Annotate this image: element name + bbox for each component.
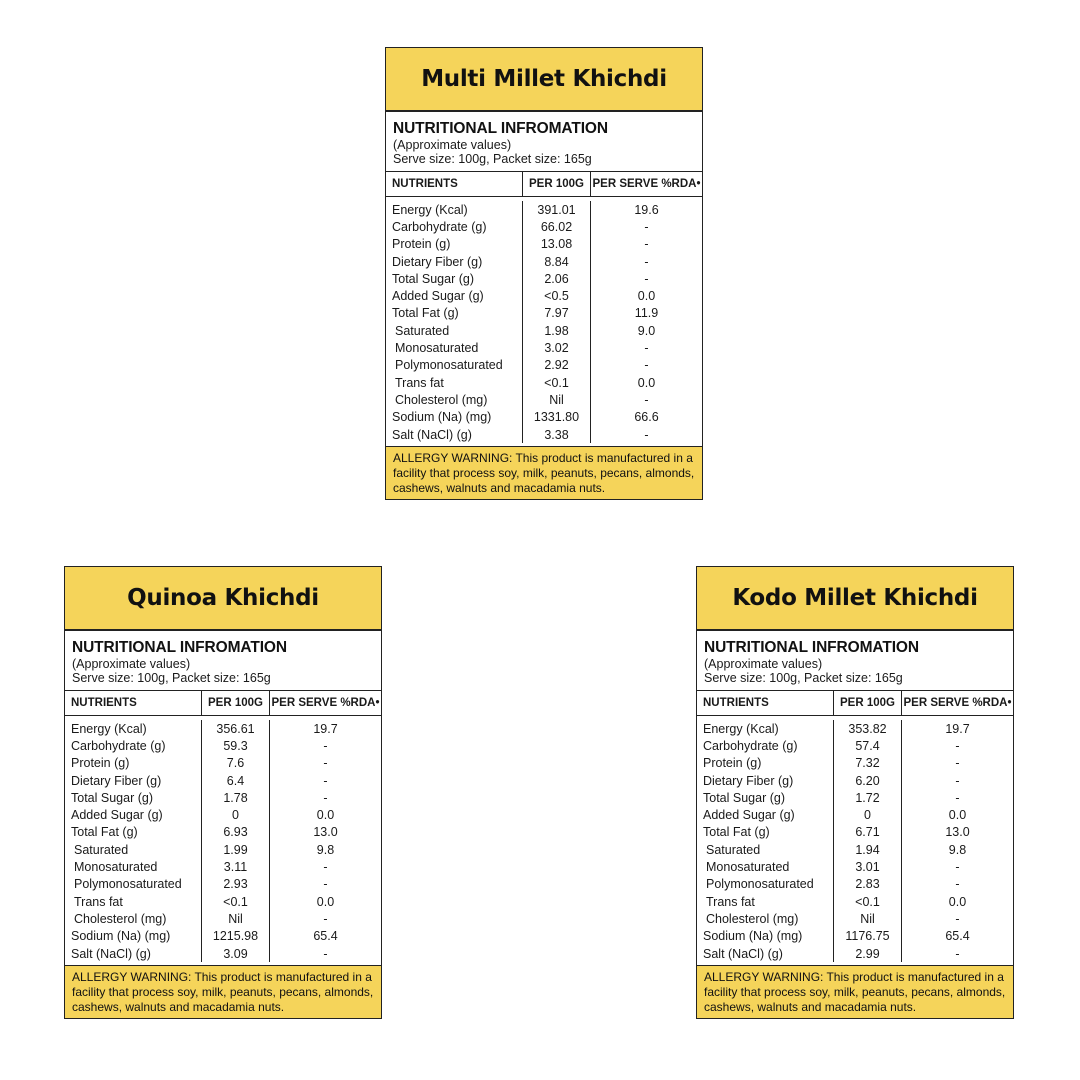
nutrient-name: Protein (g) xyxy=(65,755,202,772)
nutrient-name: Total Fat (g) xyxy=(65,824,202,841)
nutrient-table xyxy=(65,691,381,965)
table-row xyxy=(386,374,702,391)
per-100g-value: 1.78 xyxy=(202,789,270,806)
nutrient-name: Energy (Kcal) xyxy=(386,201,523,218)
per-100g-value: 8.84 xyxy=(523,253,591,270)
per-serve-rda-value: - xyxy=(644,219,649,234)
per-100g-value: 353.82 xyxy=(834,720,902,737)
table-row xyxy=(386,322,702,339)
table-row xyxy=(386,270,702,287)
per-serve-rda-value: - xyxy=(955,911,960,926)
header-per-serve-rda: PER SERVE %RDA• xyxy=(592,178,701,190)
per-100g-value: 3.38 xyxy=(523,426,591,443)
nutrient-name: Trans fat xyxy=(697,893,834,910)
nutrient-name: Total Sugar (g) xyxy=(386,270,523,287)
table-row xyxy=(697,910,1013,927)
per-100g-value: 2.93 xyxy=(202,876,270,893)
per-100g-value: 391.01 xyxy=(523,201,591,218)
per-serve-rda-value: - xyxy=(323,946,328,961)
info-title: NUTRITIONAL INFROMATION xyxy=(393,120,608,137)
nutrient-name: Polymonosaturated xyxy=(65,876,202,893)
per-serve-rda-value: 19.7 xyxy=(313,721,338,736)
table-row xyxy=(386,287,702,304)
table-row xyxy=(697,876,1013,893)
per-100g-value: 3.01 xyxy=(834,858,902,875)
per-serve-rda-value: 9.0 xyxy=(637,323,656,338)
nutrient-name: Salt (NaCl) (g) xyxy=(386,426,523,443)
header-nutrients: NUTRIENTS xyxy=(697,691,834,715)
per-100g-value: 3.11 xyxy=(202,858,270,875)
table-row xyxy=(386,426,702,443)
per-100g-value: 6.4 xyxy=(202,772,270,789)
nutrient-name: Total Fat (g) xyxy=(386,305,523,322)
table-row xyxy=(386,339,702,356)
per-100g-value: <0.1 xyxy=(523,374,591,391)
header-per-100g: PER 100G xyxy=(834,691,902,715)
per-100g-value: 0 xyxy=(202,806,270,823)
per-100g-value: <0.5 xyxy=(523,287,591,304)
info-approx: (Approximate values) xyxy=(704,657,823,671)
table-header xyxy=(65,691,381,716)
per-100g-value: 3.02 xyxy=(523,339,591,356)
per-100g-value: 1.94 xyxy=(834,841,902,858)
per-serve-rda-value: - xyxy=(323,911,328,926)
per-serve-rda-value: - xyxy=(323,790,328,805)
table-body xyxy=(386,197,702,446)
per-100g-value: 2.83 xyxy=(834,876,902,893)
nutrient-name: Trans fat xyxy=(65,893,202,910)
per-serve-rda-value: 65.4 xyxy=(313,929,338,944)
table-row xyxy=(65,806,381,823)
table-row xyxy=(386,391,702,408)
per-100g-value: 13.08 xyxy=(523,236,591,253)
per-100g-value: 7.97 xyxy=(523,305,591,322)
table-header xyxy=(386,172,702,197)
per-100g-value: 1176.75 xyxy=(834,928,902,945)
table-body xyxy=(697,716,1013,965)
info-serve-size: Serve size: 100g, Packet size: 165g xyxy=(704,671,903,685)
table-row xyxy=(386,357,702,374)
nutrient-name: Total Sugar (g) xyxy=(65,789,202,806)
per-serve-rda-value: - xyxy=(955,946,960,961)
nutrient-name: Saturated xyxy=(386,322,523,339)
per-serve-rda-value: - xyxy=(323,738,328,753)
per-serve-rda-value: - xyxy=(644,358,649,373)
per-serve-rda-value: 0.0 xyxy=(948,894,967,909)
product-title: Quinoa Khichdi xyxy=(65,567,381,631)
per-100g-value: 3.09 xyxy=(202,945,270,962)
per-serve-rda-value: - xyxy=(644,427,649,442)
nutrient-name: Total Sugar (g) xyxy=(697,789,834,806)
table-row xyxy=(697,893,1013,910)
nutrient-name: Protein (g) xyxy=(386,236,523,253)
per-100g-value: Nil xyxy=(202,910,270,927)
nutrient-name: Sodium (Na) (mg) xyxy=(386,409,523,426)
per-serve-rda-value: 0.0 xyxy=(637,289,656,304)
nutrient-name: Protein (g) xyxy=(697,755,834,772)
nutrient-name: Monosaturated xyxy=(697,858,834,875)
per-serve-rda-value: - xyxy=(323,756,328,771)
header-per-serve-rda: PER SERVE %RDA• xyxy=(271,697,380,709)
nutrient-name: Carbohydrate (g) xyxy=(697,737,834,754)
per-serve-rda-value: - xyxy=(955,790,960,805)
info-block xyxy=(697,631,1013,691)
table-row xyxy=(65,910,381,927)
nutrient-name: Dietary Fiber (g) xyxy=(386,253,523,270)
per-serve-rda-value: 13.0 xyxy=(945,825,970,840)
nutrient-name: Salt (NaCl) (g) xyxy=(697,945,834,962)
per-serve-rda-value: 11.9 xyxy=(634,306,659,321)
table-body xyxy=(65,716,381,965)
per-100g-value: 57.4 xyxy=(834,737,902,754)
nutrient-name: Carbohydrate (g) xyxy=(65,737,202,754)
per-serve-rda-value: - xyxy=(644,341,649,356)
info-block xyxy=(65,631,381,691)
per-100g-value: 6.20 xyxy=(834,772,902,789)
per-100g-value: 1331.80 xyxy=(523,409,591,426)
per-100g-value: 1.99 xyxy=(202,841,270,858)
table-row xyxy=(65,928,381,945)
per-100g-value: 356.61 xyxy=(202,720,270,737)
per-serve-rda-value: - xyxy=(955,773,960,788)
per-serve-rda-value: 65.4 xyxy=(945,929,970,944)
per-100g-value: 2.99 xyxy=(834,945,902,962)
table-row xyxy=(65,755,381,772)
table-row xyxy=(65,893,381,910)
table-row xyxy=(386,236,702,253)
table-row xyxy=(65,945,381,962)
nutrient-name: Saturated xyxy=(697,841,834,858)
per-serve-rda-value: 66.6 xyxy=(634,410,659,425)
nutrient-name: Sodium (Na) (mg) xyxy=(65,928,202,945)
per-100g-value: 6.71 xyxy=(834,824,902,841)
nutrient-name: Monosaturated xyxy=(65,858,202,875)
table-row xyxy=(65,737,381,754)
info-approx: (Approximate values) xyxy=(393,138,512,152)
nutrition-label-kodo-millet xyxy=(696,566,1014,1019)
table-header xyxy=(697,691,1013,716)
nutrient-table xyxy=(697,691,1013,965)
per-serve-rda-value: - xyxy=(323,877,328,892)
nutrient-name: Cholesterol (mg) xyxy=(386,391,523,408)
per-serve-rda-value: 9.8 xyxy=(316,842,335,857)
per-100g-value: 6.93 xyxy=(202,824,270,841)
table-row xyxy=(65,858,381,875)
table-row xyxy=(386,218,702,235)
table-row xyxy=(697,945,1013,962)
nutrient-table xyxy=(386,172,702,446)
per-100g-value: 66.02 xyxy=(523,218,591,235)
info-block xyxy=(386,112,702,172)
per-serve-rda-value: - xyxy=(644,237,649,252)
per-serve-rda-value: - xyxy=(955,738,960,753)
nutrient-name: Cholesterol (mg) xyxy=(697,910,834,927)
allergy-warning: ALLERGY WARNING: This product is manufactured in a facility that process soy, milk, peanuts, pecans, almonds, cashews, walnuts and macadamia nuts. xyxy=(386,446,702,499)
nutrient-name: Saturated xyxy=(65,841,202,858)
per-serve-rda-value: - xyxy=(323,860,328,875)
product-title: Multi Millet Khichdi xyxy=(386,48,702,112)
per-100g-value: <0.1 xyxy=(202,893,270,910)
per-serve-rda-value: - xyxy=(644,392,649,407)
per-100g-value: Nil xyxy=(834,910,902,927)
header-nutrients: NUTRIENTS xyxy=(65,691,202,715)
nutrition-label-quinoa xyxy=(64,566,382,1019)
nutrient-name: Energy (Kcal) xyxy=(697,720,834,737)
nutrient-name: Dietary Fiber (g) xyxy=(65,772,202,789)
per-serve-rda-value: 0.0 xyxy=(316,894,335,909)
per-serve-rda-value: 19.6 xyxy=(634,202,659,217)
nutrient-name: Added Sugar (g) xyxy=(697,806,834,823)
per-100g-value: 2.06 xyxy=(523,270,591,287)
nutrient-name: Polymonosaturated xyxy=(386,357,523,374)
table-row xyxy=(386,305,702,322)
table-row xyxy=(697,858,1013,875)
table-row xyxy=(697,755,1013,772)
table-row xyxy=(697,789,1013,806)
table-row xyxy=(65,876,381,893)
nutrient-name: Added Sugar (g) xyxy=(65,806,202,823)
table-row xyxy=(697,720,1013,737)
header-per-100g: PER 100G xyxy=(523,172,591,196)
per-serve-rda-value: 19.7 xyxy=(945,721,970,736)
per-serve-rda-value: 0.0 xyxy=(316,808,335,823)
per-100g-value: 7.6 xyxy=(202,755,270,772)
info-serve-size: Serve size: 100g, Packet size: 165g xyxy=(72,671,271,685)
per-serve-rda-value: 0.0 xyxy=(948,808,967,823)
per-serve-rda-value: - xyxy=(955,860,960,875)
per-100g-value: 1.98 xyxy=(523,322,591,339)
per-serve-rda-value: - xyxy=(955,877,960,892)
product-title: Kodo Millet Khichdi xyxy=(697,567,1013,631)
nutrient-name: Energy (Kcal) xyxy=(65,720,202,737)
table-row xyxy=(697,824,1013,841)
per-serve-rda-value: - xyxy=(644,254,649,269)
per-100g-value: 1215.98 xyxy=(202,928,270,945)
header-per-100g: PER 100G xyxy=(202,691,270,715)
nutrient-name: Added Sugar (g) xyxy=(386,287,523,304)
table-row xyxy=(697,737,1013,754)
per-100g-value: <0.1 xyxy=(834,893,902,910)
table-row xyxy=(65,720,381,737)
info-title: NUTRITIONAL INFROMATION xyxy=(72,639,287,656)
table-row xyxy=(65,772,381,789)
allergy-warning: ALLERGY WARNING: This product is manufactured in a facility that process soy, milk, peanuts, pecans, almonds, cashews, walnuts and macadamia nuts. xyxy=(65,965,381,1018)
table-row xyxy=(65,824,381,841)
per-serve-rda-value: 13.0 xyxy=(313,825,338,840)
per-serve-rda-value: - xyxy=(644,271,649,286)
table-row xyxy=(697,841,1013,858)
table-row xyxy=(697,928,1013,945)
per-100g-value: 0 xyxy=(834,806,902,823)
nutrition-label-multi-millet xyxy=(385,47,703,500)
nutrient-name: Total Fat (g) xyxy=(697,824,834,841)
nutrient-name: Polymonosaturated xyxy=(697,876,834,893)
nutrient-name: Cholesterol (mg) xyxy=(65,910,202,927)
table-row xyxy=(65,841,381,858)
nutrient-name: Dietary Fiber (g) xyxy=(697,772,834,789)
table-row xyxy=(65,789,381,806)
per-serve-rda-value: - xyxy=(323,773,328,788)
per-100g-value: 7.32 xyxy=(834,755,902,772)
per-100g-value: Nil xyxy=(523,391,591,408)
nutrient-name: Carbohydrate (g) xyxy=(386,218,523,235)
table-row xyxy=(386,253,702,270)
per-100g-value: 2.92 xyxy=(523,357,591,374)
per-serve-rda-value: 0.0 xyxy=(637,375,656,390)
per-serve-rda-value: 9.8 xyxy=(948,842,967,857)
per-100g-value: 1.72 xyxy=(834,789,902,806)
table-row xyxy=(697,806,1013,823)
table-row xyxy=(697,772,1013,789)
info-approx: (Approximate values) xyxy=(72,657,191,671)
info-title: NUTRITIONAL INFROMATION xyxy=(704,639,919,656)
nutrient-name: Trans fat xyxy=(386,374,523,391)
nutrient-name: Monosaturated xyxy=(386,339,523,356)
info-serve-size: Serve size: 100g, Packet size: 165g xyxy=(393,152,592,166)
nutrient-name: Sodium (Na) (mg) xyxy=(697,928,834,945)
nutrient-name: Salt (NaCl) (g) xyxy=(65,945,202,962)
header-nutrients: NUTRIENTS xyxy=(386,172,523,196)
header-per-serve-rda: PER SERVE %RDA• xyxy=(903,697,1012,709)
table-row xyxy=(386,409,702,426)
allergy-warning: ALLERGY WARNING: This product is manufactured in a facility that process soy, milk, peanuts, pecans, almonds, cashews, walnuts and macadamia nuts. xyxy=(697,965,1013,1018)
table-row xyxy=(386,201,702,218)
per-serve-rda-value: - xyxy=(955,756,960,771)
per-100g-value: 59.3 xyxy=(202,737,270,754)
